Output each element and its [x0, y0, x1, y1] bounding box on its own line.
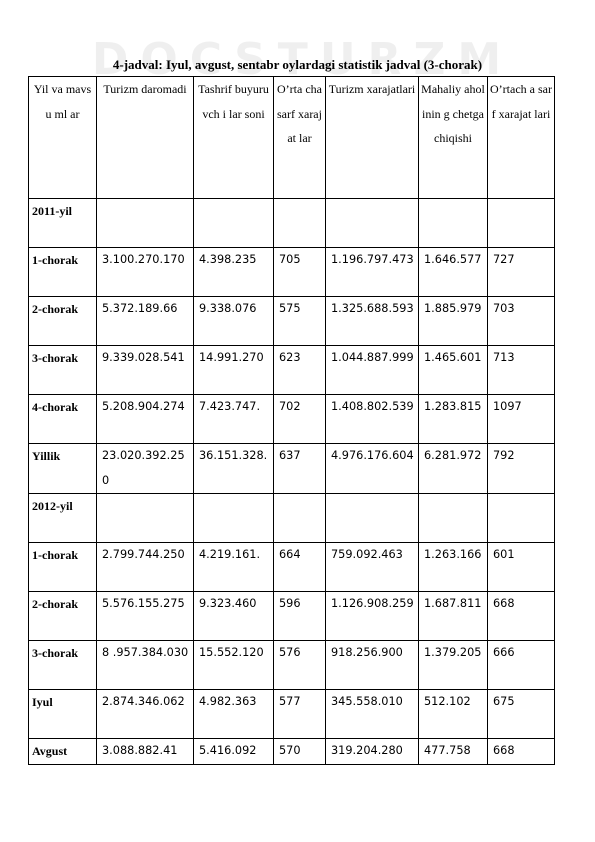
table-cell: 345.558.010 [326, 690, 419, 739]
header-row [29, 77, 555, 199]
table-cell: 601 [488, 543, 555, 592]
table-cell [274, 494, 326, 543]
table-row [29, 641, 555, 690]
table-row [29, 346, 555, 395]
table-cell: 1097 [488, 395, 555, 444]
row-label: 3-chorak [29, 346, 97, 395]
table-cell: 14.991.270 [194, 346, 274, 395]
table-cell: 2.874.346.062 [97, 690, 194, 739]
row-label: 3-chorak [29, 641, 97, 690]
table-row [29, 739, 555, 765]
table-cell: 1.885.979 [419, 297, 488, 346]
table-cell: 637 [274, 444, 326, 494]
column-header: O’rtach a sarf xarajat lari [488, 77, 555, 199]
table-cell: 596 [274, 592, 326, 641]
table-cell [326, 494, 419, 543]
table-cell [419, 494, 488, 543]
table-cell: 702 [274, 395, 326, 444]
row-label: 1-chorak [29, 543, 97, 592]
table-cell: 623 [274, 346, 326, 395]
row-label: 2-chorak [29, 297, 97, 346]
table-cell: 5.576.155.275 [97, 592, 194, 641]
table-cell: 1.408.802.539 [326, 395, 419, 444]
table-cell: 664 [274, 543, 326, 592]
table-cell: 1.379.205 [419, 641, 488, 690]
table-cell: 4.982.363 [194, 690, 274, 739]
table-cell: 1.687.811 [419, 592, 488, 641]
table-cell: 1.044.887.999 [326, 346, 419, 395]
table-cell: 666 [488, 641, 555, 690]
column-header: Mahaliy aholinin g chetga chiqishi [419, 77, 488, 199]
table-cell: 9.338.076 [194, 297, 274, 346]
table-cell: 8 .957.384.030 [97, 641, 194, 690]
table-cell [97, 494, 194, 543]
table-cell: 1.465.601 [419, 346, 488, 395]
table-cell: 705 [274, 248, 326, 297]
table-cell: 319.204.280 [326, 739, 419, 765]
table-cell: 703 [488, 297, 555, 346]
row-label: 2011-yil [29, 199, 97, 248]
table-row [29, 395, 555, 444]
table-cell: 15.552.120 [194, 641, 274, 690]
table-cell: 675 [488, 690, 555, 739]
table-row [29, 592, 555, 641]
statistics-table [28, 76, 555, 765]
table-cell: 3.088.882.41 [97, 739, 194, 765]
table-cell [488, 199, 555, 248]
table-cell: 1.646.577 [419, 248, 488, 297]
table-row [29, 543, 555, 592]
row-label: 2-chorak [29, 592, 97, 641]
table-cell: 2.799.744.250 [97, 543, 194, 592]
column-header: Turizm daromadi [97, 77, 194, 199]
table-cell: 570 [274, 739, 326, 765]
table-row [29, 494, 555, 543]
column-header: Tashrif buyuruvch i lar soni [194, 77, 274, 199]
row-label: 1-chorak [29, 248, 97, 297]
table-cell: 577 [274, 690, 326, 739]
table-cell: 477.758 [419, 739, 488, 765]
table-cell: 727 [488, 248, 555, 297]
table-cell: 1.126.908.259 [326, 592, 419, 641]
table-cell [194, 199, 274, 248]
table-cell: 792 [488, 444, 555, 494]
table-cell: 9.339.028.541 [97, 346, 194, 395]
table-cell: 759.092.463 [326, 543, 419, 592]
watermark: D O C S T U R Z M [91, 34, 504, 85]
table-title: 4-jadval: Iyul, avgust, sentabr oylardagi statistik jadval (3-chorak) [112, 57, 483, 72]
table-cell: 4.398.235 [194, 248, 274, 297]
table-cell [97, 199, 194, 248]
table-cell: 4.976.176.604 [326, 444, 419, 494]
column-header: Turizm xarajatlari [326, 77, 419, 199]
table-cell: 512.102 [419, 690, 488, 739]
table-cell: 5.416.092 [194, 739, 274, 765]
table-row [29, 199, 555, 248]
table-cell [326, 199, 419, 248]
row-label: Yillik [29, 444, 97, 494]
table-cell: 575 [274, 297, 326, 346]
row-label: Avgust [29, 739, 97, 765]
column-header: O’rta cha sarf xaraj at lar [274, 77, 326, 199]
table-cell [488, 494, 555, 543]
table-cell: 5.208.904.274 [97, 395, 194, 444]
table-row [29, 690, 555, 739]
table-cell: 36.151.328. [194, 444, 274, 494]
table-cell: 576 [274, 641, 326, 690]
table-cell: 6.281.972 [419, 444, 488, 494]
table-cell [419, 199, 488, 248]
table-cell: 668 [488, 592, 555, 641]
table-cell: 3.100.270.170 [97, 248, 194, 297]
table-cell: 713 [488, 346, 555, 395]
table-cell: 668 [488, 739, 555, 765]
row-label: 2012-yil [29, 494, 97, 543]
table-cell: 9.323.460 [194, 592, 274, 641]
table-cell: 1.263.166 [419, 543, 488, 592]
table-cell [274, 199, 326, 248]
table-cell: 1.196.797.473 [326, 248, 419, 297]
table-row [29, 444, 555, 494]
table-cell: 1.325.688.593 [326, 297, 419, 346]
row-label: 4-chorak [29, 395, 97, 444]
table-cell [194, 494, 274, 543]
table-cell: 918.256.900 [326, 641, 419, 690]
row-label: Iyul [29, 690, 97, 739]
table-cell: 5.372.189.66 [97, 297, 194, 346]
table-cell: 23.020.392.250 [97, 444, 194, 494]
table-row [29, 248, 555, 297]
table-cell: 7.423.747. [194, 395, 274, 444]
column-header: Yil va mavsu ml ar [29, 77, 97, 199]
table-cell: 1.283.815 [419, 395, 488, 444]
table-cell: 4.219.161. [194, 543, 274, 592]
table-row [29, 297, 555, 346]
